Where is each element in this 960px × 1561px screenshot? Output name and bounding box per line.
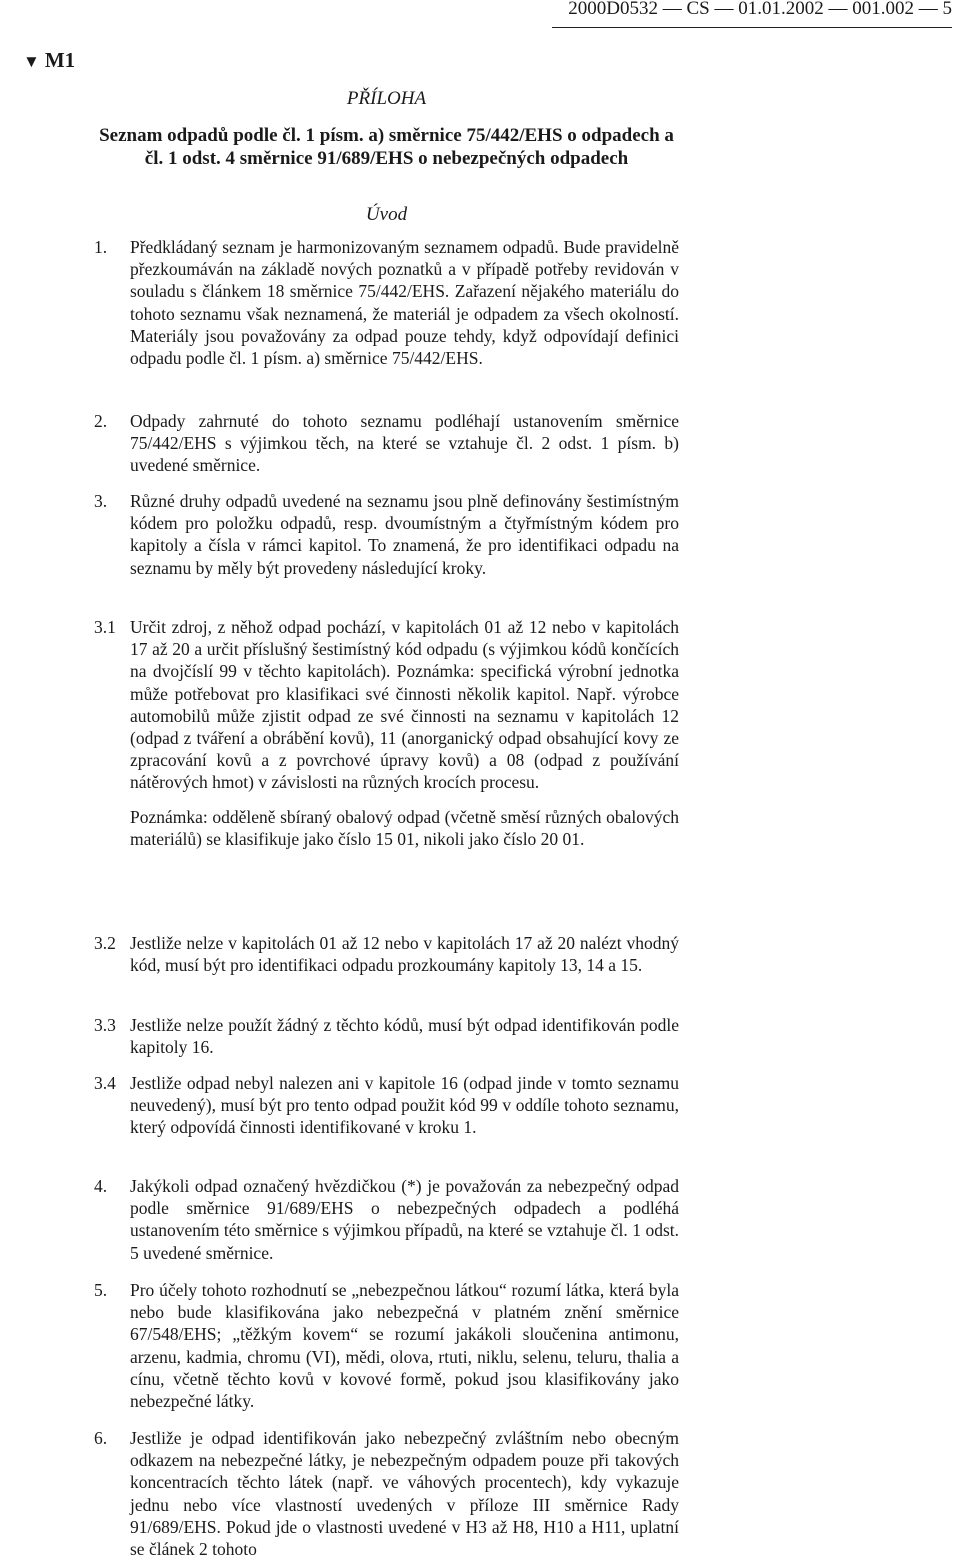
item-number: 6.	[94, 1428, 108, 1448]
list-item	[94, 616, 679, 850]
amendment-marker	[23, 48, 75, 73]
item-paragraph: Jakýkoli odpad označený hvězdičkou (*) je považován za nebezpečný odpad podle směrnice 91/689/EHS o nebezpečných odpadech a podléhá ustanovením této směrnice s výjimkou případů, na které se vztahuje čl. 1 odst. 5 uvedené směrnice.	[130, 1176, 679, 1263]
item-paragraph: Pro účely tohoto rozhodnutí se „nebezpečnou látkou“ rozumí látka, která byla nebo bude klasifikována jako nebezpečná v platném znění směrnice 67/548/EHS; „těžkým kovem“ se rozumí jakákoli sloučenina antimonu, arzenu, kadmia, chromu (VI), mědi, olova, rtuti, niklu, selenu, teluru, thalia a cínu, včetně těchto kovů v kovové formě, pokud jsou klasifikovány jako nebezpečné látky.	[130, 1280, 679, 1412]
list-item	[94, 1175, 679, 1264]
page-header	[0, 0, 960, 36]
header-rule	[552, 27, 952, 28]
list-item	[94, 1072, 679, 1139]
item-number: 3.3	[94, 1015, 116, 1035]
item-paragraph: Předkládaný seznam je harmonizovaným seznamem odpadů. Bude pravidelně přezkoumáván na základě nových poznatků a v případě potřeby revidován v souladu s článkem 18 směrnice 75/442/EHS. Zařazení nějakého materiálu do tohoto seznamu však neznamená, že materiál je odpadem za všech okolností. Materiály jsou považovány za odpad pouze tehdy, když odpovídají definici odpadu podle čl. 1 písm. a) směrnice 75/442/EHS.	[130, 237, 679, 369]
item-number: 2.	[94, 411, 108, 431]
item-paragraph: Odpady zahrnuté do tohoto seznamu podléhají ustanovením směrnice 75/442/EHS s výjimkou těch, na které se vztahuje čl. 2 odst. 1 písm. b) uvedené směrnice.	[130, 411, 679, 476]
item-paragraph: Různé druhy odpadů uvedené na seznamu jsou plně definovány šestimístným kódem pro položku odpadů, resp. dvoumístným a čtyřmístným kódem pro kapitoly a čísla v rámci kapitol. To znamená, že pro identifikaci odpadu na seznamu by měly být provedeny následující kroky.	[130, 491, 679, 578]
item-number: 3.	[94, 491, 108, 511]
item-paragraph: Jestliže nelze použít žádný z těchto kódů, musí být odpad identifikován podle kapitoly 16.	[130, 1015, 679, 1058]
item-paragraph: Jestliže odpad nebyl nalezen ani v kapitole 16 (odpad jinde v tomto seznamu neuvedený), musí být pro tento odpad použit kód 99 v oddíle tohoto seznamu, který odpovídá činnosti identifikované v kroku 1.	[130, 1073, 679, 1138]
item-number: 3.1	[94, 617, 116, 637]
triangle-down-icon: ▼	[23, 52, 40, 71]
list-item	[94, 1427, 679, 1560]
list-item	[94, 932, 679, 976]
document-title: Seznam odpadů podle čl. 1 písm. a) směrnice 75/442/EHS o odpadech a čl. 1 odst. 4 směrnice 91/689/EHS o nebezpečných odpadech	[99, 125, 674, 169]
item-number: 3.4	[94, 1073, 116, 1093]
section-heading: Úvod	[365, 204, 408, 225]
list-item	[94, 1014, 679, 1058]
amendment-label: M1	[44, 48, 76, 72]
item-number: 5.	[94, 1280, 108, 1300]
list-item	[94, 1279, 679, 1412]
item-number: 1.	[94, 237, 108, 257]
list-item	[94, 490, 679, 579]
list-item	[94, 410, 679, 477]
list-item	[94, 236, 679, 369]
item-paragraph: Jestliže je odpad identifikován jako nebezpečný zvláštním nebo obecným odkazem na nebezpečné látky, je nebezpečným odpadem pouze při takových koncentracích těchto látek (např. ve váhových procentech), kdy vykazuje jednu nebo více vlastností uvedených v příloze III směrnice Rady 91/689/EHS. Pokud jde o vlastnosti uvedené v H3 až H8, H10 a H11, uplatní se článek 2 tohoto	[130, 1428, 679, 1560]
item-paragraph: Jestliže nelze v kapitolách 01 až 12 nebo v kapitolách 17 až 20 nalézt vhodný kód, musí být pro identifikaci odpadu prozkoumány kapitoly 13, 14 a 15.	[130, 933, 679, 976]
item-number: 4.	[94, 1176, 108, 1196]
item-note: Poznámka: odděleně sbíraný obalový odpad (včetně směsí různých obalových materiálů) se klasifikuje jako číslo 15 01, nikoli jako číslo 20 01.	[130, 806, 679, 849]
annex-heading: PŘÍLOHA	[346, 88, 427, 109]
document-reference: 2000D0532 — CS — 01.01.2002 — 001.002 — 5	[568, 0, 952, 19]
item-paragraph: Určit zdroj, z něhož odpad pochází, v kapitolách 01 až 12 nebo v kapitolách 17 až 20 a určit příslušný šestimístný kód odpadu (s výjimkou kódů končících na dvojčíslí 99 v těchto kapitolách). Poznámka: specifická výrobní jednotka může potřebovat pro klasifikaci své činnosti několik kapitol. Např. výrobce automobilů může zjistit odpad ze své činnosti na seznamu v kapitolách 12 (odpad z tváření a obrábění kovů), 11 (anorganický odpad obsahující kovy ze zpracování kovů a z povrchové úpravy kovů) a 08 (odpad z používání nátěrových hmot) v závislosti na různých krocích procesu.	[130, 617, 679, 793]
item-number: 3.2	[94, 933, 116, 953]
